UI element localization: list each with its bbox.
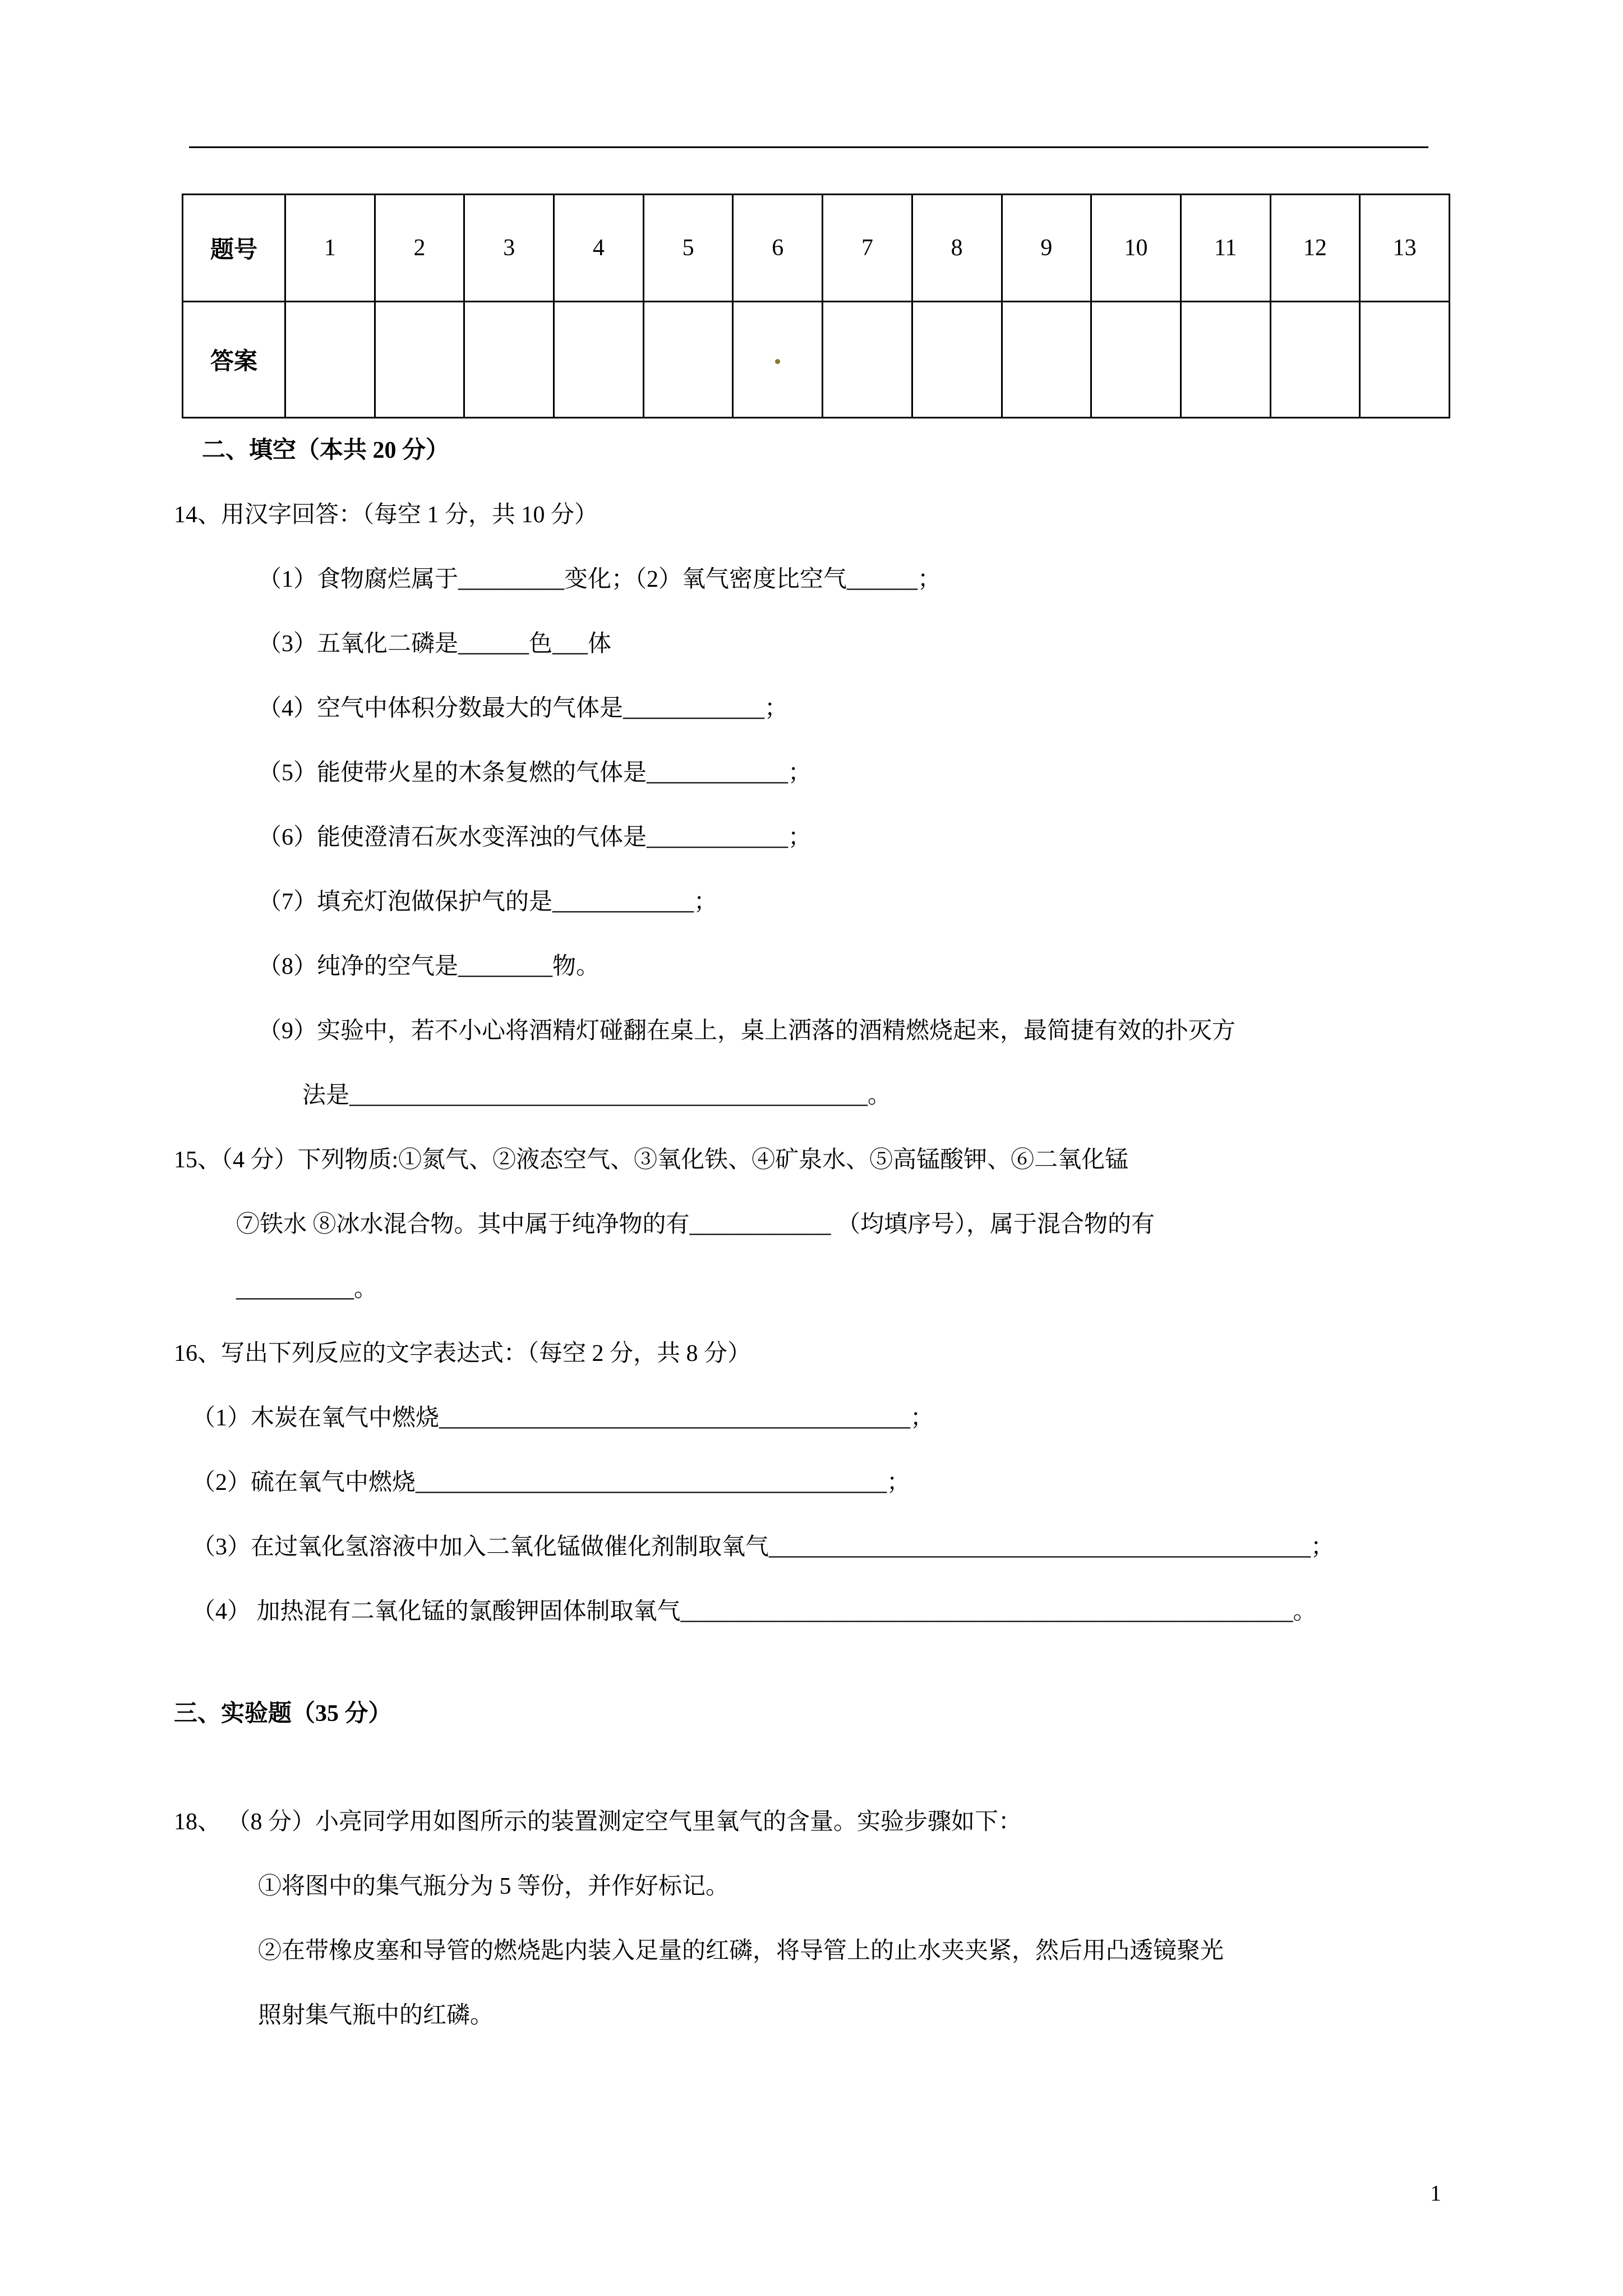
question-number-cell: 11 <box>1181 195 1270 302</box>
question-number-cell: 7 <box>823 195 912 302</box>
answer-cell <box>464 302 554 418</box>
question-number-cell: 13 <box>1360 195 1450 302</box>
q15-line-3: __________。 <box>236 1276 378 1302</box>
answer-cell <box>1181 302 1270 418</box>
question-number-cell: 5 <box>643 195 733 302</box>
answer-table <box>182 194 1450 418</box>
q16-item-1: （1）木炭在氧气中燃烧________________________________________； <box>192 1405 934 1431</box>
q16-stem: 16、写出下列反应的文字表达式：（每空 2 分，共 8 分） <box>174 1341 751 1366</box>
section2-heading: 二、填空（本共 20 分） <box>202 438 450 463</box>
q14-item-3: （3）五氧化二磷是______色___体 <box>258 631 612 657</box>
answer-cell <box>285 302 375 418</box>
q16-item-3: （3）在过氧化氢溶液中加入二氧化锰做催化剂制取氧气______________________________________________； <box>192 1534 1335 1560</box>
q14-item-9: （9）实验中，若不小心将酒精灯碰翻在桌上，桌上洒落的酒精燃烧起来，最简捷有效的扑灭方 <box>258 1018 1236 1044</box>
answer-cell <box>554 302 644 418</box>
question-number-cell: 4 <box>554 195 644 302</box>
question-number-cell: 6 <box>733 195 823 302</box>
answer-cell <box>375 302 464 418</box>
answer-cell <box>643 302 733 418</box>
q18-step-2-line-2: 照射集气瓶中的红磷。 <box>258 2003 494 2028</box>
header-rule <box>189 146 1428 148</box>
q14-stem: 14、用汉字回答：（每空 1 分，共 10 分） <box>174 502 598 528</box>
question-number-row <box>183 195 1450 302</box>
answer-cell <box>1270 302 1360 418</box>
answer-row <box>183 302 1450 418</box>
q14-item-7: （7）填充灯泡做保护气的是____________； <box>258 889 718 915</box>
answer-cell <box>1091 302 1181 418</box>
question-number-cell: 8 <box>912 195 1002 302</box>
q14-item-4: （4）空气中体积分数最大的气体是____________； <box>258 696 789 721</box>
answer-cell <box>733 302 823 418</box>
q16-item-2: （2）硫在氧气中燃烧________________________________________； <box>192 1470 911 1496</box>
q14-item-1-2: （1）食物腐烂属于_________变化；（2）氧气密度比空气______； <box>258 567 942 592</box>
q14-item-8: （8）纯净的空气是________物。 <box>258 954 600 979</box>
question-number-cell: 2 <box>375 195 464 302</box>
question-number-cell: 1 <box>285 195 375 302</box>
q15-line-1: 15、（4 分）下列物质:①氮气、②液态空气、③氧化铁、④矿泉水、⑤高锰酸钾、⑥二氧化锰 <box>174 1147 1129 1173</box>
q15-line-2: ⑦铁水 ⑧冰水混合物。其中属于纯净物的有____________ （均填序号），属于混合物的有 <box>236 1212 1155 1237</box>
question-number-cell: 3 <box>464 195 554 302</box>
q18-step-2-line-1: ②在带橡皮塞和导管的燃烧匙内装入足量的红磷，将导管上的止水夹夹紧，然后用凸透镜聚光 <box>258 1938 1224 1964</box>
question-number-cell: 10 <box>1091 195 1181 302</box>
q16-item-4: （4） 加热混有二氧化锰的氯酸钾固体制取氧气____________________________________________________。 <box>192 1599 1317 1625</box>
answer-cell <box>912 302 1002 418</box>
stray-dot-mark <box>775 359 780 364</box>
answer-cell <box>823 302 912 418</box>
section3-heading: 三、实验题（35 分） <box>174 1701 392 1727</box>
q18-step-1: ①将图中的集气瓶分为 5 等份，并作好标记。 <box>258 1874 730 1899</box>
q14-item-9-continuation: 法是____________________________________________。 <box>302 1083 892 1108</box>
question-number-cell: 12 <box>1270 195 1360 302</box>
question-number-cell: 9 <box>1002 195 1091 302</box>
answer-row-label: 答案 <box>183 302 285 418</box>
q14-item-5: （5）能使带火星的木条复燃的气体是____________； <box>258 760 812 786</box>
question-number-row-label: 题号 <box>183 195 285 302</box>
answer-cell <box>1360 302 1450 418</box>
answer-cell <box>1002 302 1091 418</box>
q18-stem: 18、 （8 分）小亮同学用如图所示的装置测定空气里氧气的含量。实验步骤如下： <box>174 1809 1022 1835</box>
q14-item-6: （6）能使澄清石灰水变浑浊的气体是____________； <box>258 825 812 850</box>
page-number: 1 <box>1430 2180 1441 2206</box>
